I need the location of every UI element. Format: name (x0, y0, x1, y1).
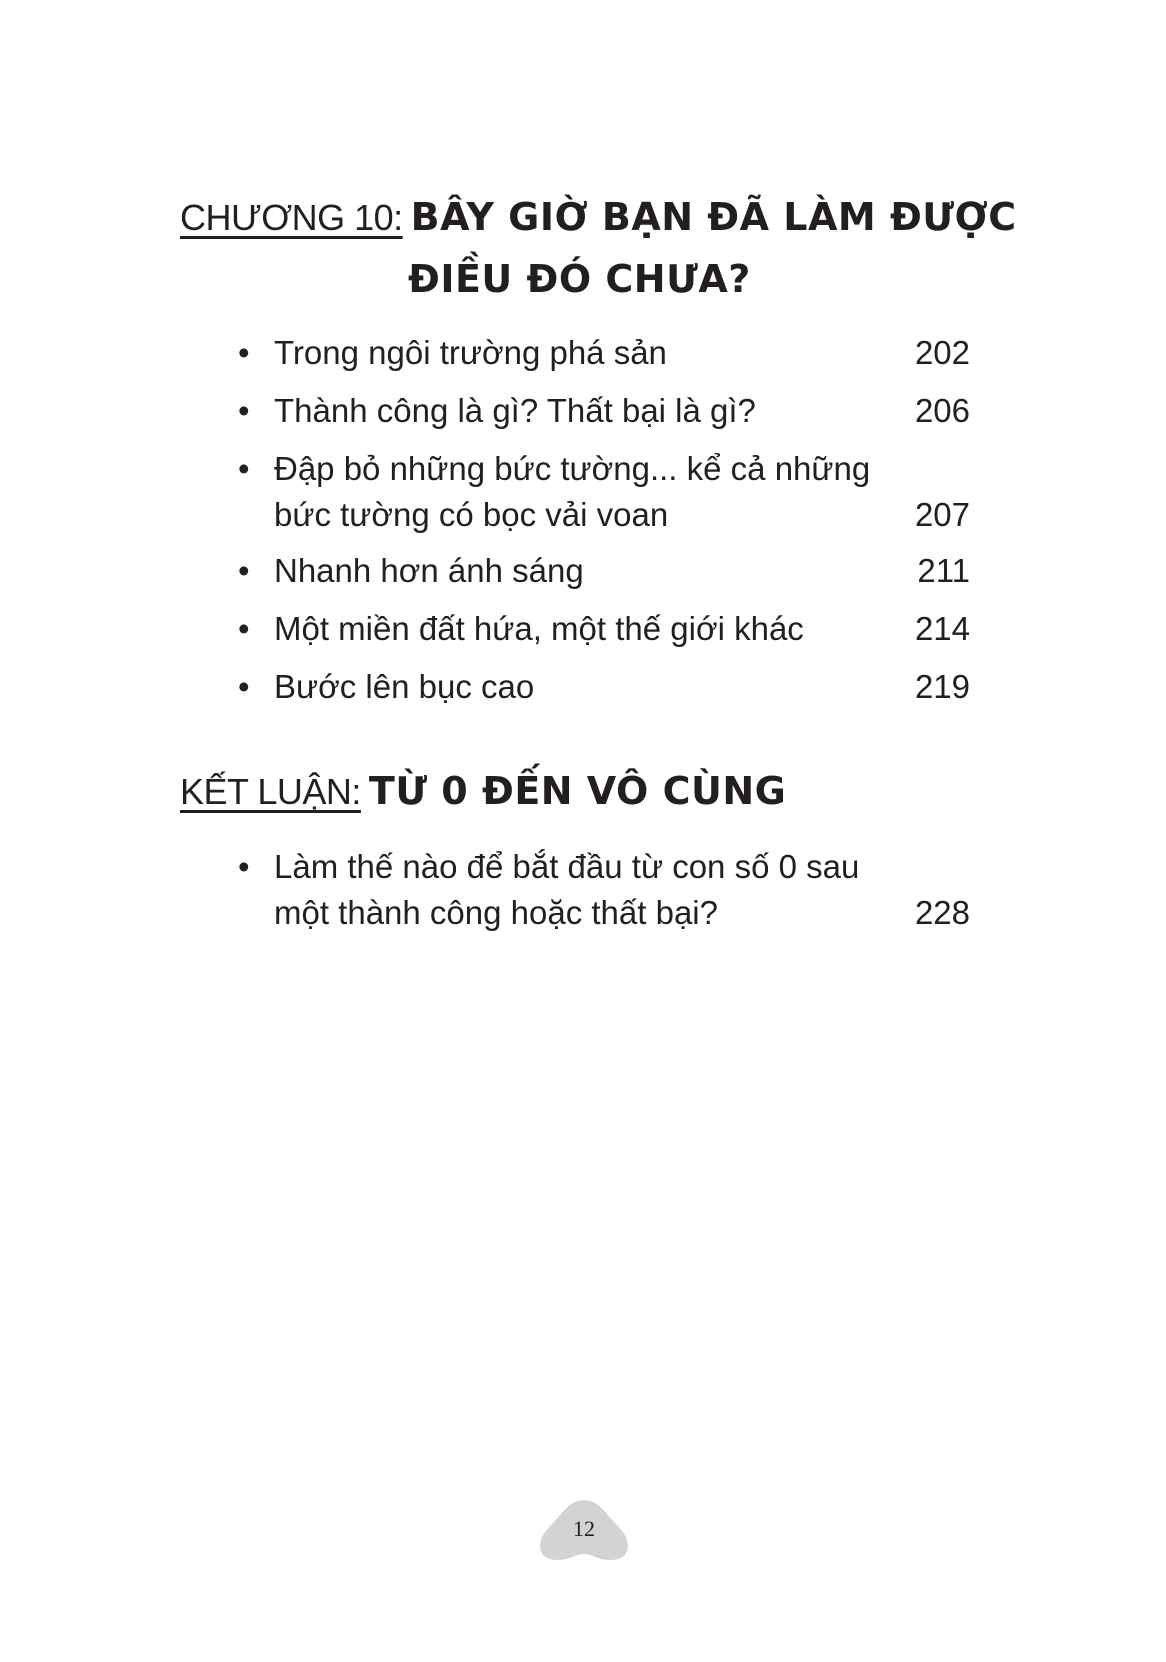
bullet: • (238, 334, 250, 371)
entry-page-number: 211 (917, 552, 970, 589)
toc-entry (238, 330, 970, 376)
entry-title-line1: Đập bỏ những bức tường... kể cả những (274, 450, 871, 487)
entry-page-number: 207 (914, 496, 970, 533)
entry-title-line2: một thành công hoặc thất bại? (274, 894, 718, 931)
conclusion-label: KẾT LUẬN: (180, 771, 361, 812)
toc-entry (238, 844, 970, 936)
bullet: • (238, 848, 250, 885)
chapter-10-title-line2: ĐIỀU ĐÓ CHƯA? (408, 257, 751, 301)
toc-entry (238, 548, 970, 594)
conclusion-title: TỪ 0 ĐẾN VÔ CÙNG (368, 769, 787, 813)
chapter-10-title-line1: BÂY GIỜ BẠN ĐÃ LÀM ĐƯỢC (410, 195, 1017, 239)
page-number-badge (538, 1496, 630, 1562)
entry-title: Bước lên bục cao (274, 668, 535, 705)
bullet: • (238, 668, 250, 705)
toc-entry (238, 664, 970, 710)
chapter-10-heading (180, 195, 1017, 239)
entry-title: Một miền đất hứa, một thế giới khác (274, 610, 804, 647)
bullet: • (238, 450, 250, 487)
toc-entry (238, 388, 970, 434)
entry-page-number: 206 (914, 392, 970, 429)
entry-page-number: 228 (914, 894, 970, 931)
bullet: • (238, 552, 250, 589)
entry-title-line1: Làm thế nào để bắt đầu từ con số 0 sau (274, 848, 860, 885)
entry-title: Nhanh hơn ánh sáng (274, 552, 584, 589)
toc-entry (238, 446, 970, 538)
entry-page-number: 214 (914, 610, 970, 647)
conclusion-heading (180, 769, 787, 813)
bullet: • (238, 392, 250, 429)
entry-title: Trong ngôi trường phá sản (274, 334, 667, 371)
entry-page-number: 219 (914, 668, 970, 705)
entry-page-number: 202 (914, 334, 970, 371)
page-number: 12 (573, 1516, 595, 1541)
chapter-10-label: CHƯƠNG 10: (180, 197, 403, 238)
entry-title: Thành công là gì? Thất bại là gì? (274, 392, 756, 429)
bullet: • (238, 610, 250, 647)
toc-entry (238, 606, 970, 652)
entry-title-line2: bức tường có bọc vải voan (274, 496, 669, 533)
